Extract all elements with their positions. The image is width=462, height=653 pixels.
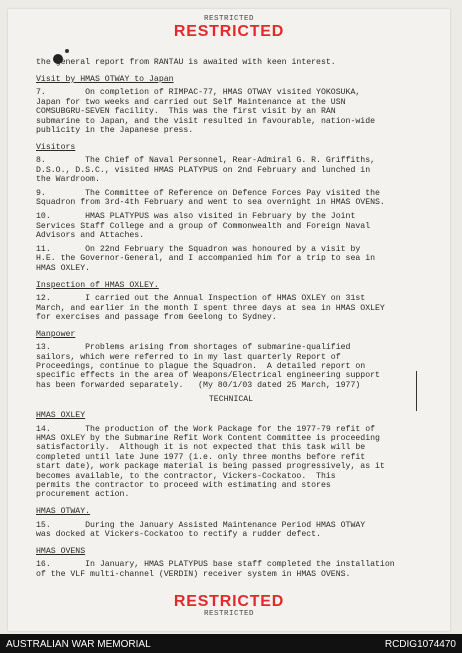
text-line: the general report from RANTAU is awaited with keen interest. <box>36 58 336 67</box>
section-heading: Visitors <box>36 142 76 152</box>
text-line: becomes available, to the contractor, Vickers-Cockatoo. This <box>36 471 336 481</box>
footer-classification-text: RESTRICTED <box>203 610 254 618</box>
header-classification-text: RESTRICTED <box>203 15 254 23</box>
paragraph <box>36 189 426 208</box>
text-line: 9. The Committee of Reference on Defence Forces Pay visited the <box>36 188 380 198</box>
text-line: COMSUBGRU-SEVEN facility. This was the first visit by an RAN <box>36 107 336 117</box>
text-line: the Wardroom. <box>36 175 100 185</box>
paragraph <box>36 58 426 67</box>
text-line: 16. In January, HMAS PLATYPUS base staff completed the installation <box>36 560 395 570</box>
section-heading: Inspection of HMAS OXLEY. <box>36 280 159 290</box>
paragraph <box>36 212 426 240</box>
archive-footer-bar <box>0 634 462 653</box>
text-line: 12. I carried out the Annual Inspection of HMAS OXLEY on 31st <box>36 294 366 304</box>
document-body <box>36 58 426 584</box>
text-line: specific effects in the area of Weapons/Electrical engineering support <box>36 371 380 381</box>
paragraph <box>36 156 426 184</box>
document-page <box>8 9 450 631</box>
text-line: 10. HMAS PLATYPUS was also visited in February by the Joint <box>36 212 356 222</box>
text-line: has been forwarded separately. (My 80/1/03 dated 25 March, 1977) <box>36 380 361 390</box>
text-line: Advisors and Attaches. <box>36 231 145 241</box>
punch-hole-small <box>65 49 69 53</box>
text-line: was docked at Vickers-Cockatoo to rectify a rudder defect. <box>36 530 321 540</box>
text-line: 13. Problems arising from shortages of submarine-qualified <box>36 343 351 353</box>
text-line: procurement action. <box>36 490 130 500</box>
text-line: HMAS OXLEY by the Submarine Refit Work Content Committee is proceeding <box>36 434 380 443</box>
text-line: H.E. the Governor-General, and I accompanied him for a trip to sea in <box>36 254 376 264</box>
text-line: 11. On 22nd February the Squadron was honoured by a visit by <box>36 245 361 254</box>
text-line: of the VLF multi-channel (VERDIN) receiver system in HMAS OVENS. <box>36 569 351 579</box>
paragraph <box>36 521 426 540</box>
footer-restricted-stamp: RESTRICTED <box>173 593 285 610</box>
text-line: completed until late June 1977 (i.e. only three months before refit <box>36 452 366 462</box>
text-line: 7. On completion of RIMPAC-77, HMAS OTWAY visited YOKOSUKA, <box>36 88 361 98</box>
margin-mark <box>416 371 417 411</box>
header-restricted-stamp: RESTRICTED <box>173 23 285 40</box>
text-line: D.S.O., D.S.C., visited HMAS PLATYPUS on 2nd February and lunched in <box>36 165 371 175</box>
paragraph <box>36 88 426 135</box>
text-line: permits the contractor to proceed with estimating and stores <box>36 481 331 491</box>
text-line: March, and earlier in the month I spent three days at sea in HMAS OXLEY <box>36 303 385 313</box>
text-line: Japan for two weeks and carried out Self Maintenance at the USN <box>36 97 346 107</box>
archive-record-id: RCDIG1074470 <box>384 639 456 650</box>
section-heading: HMAS OXLEY <box>36 411 86 421</box>
text-line: sailors, which were referred to in my last quarterly Report of <box>36 352 341 362</box>
paragraph <box>36 560 426 579</box>
text-line: start date), work package material is being passed progressively, as it <box>36 462 385 472</box>
text-line: submarine to Japan, and the visit resulted in favourable, nation-wide <box>36 116 376 126</box>
text-line: Proceedings, continue to plague the Squadron. A detailed report on <box>36 362 366 372</box>
text-line: Squadron from 3rd-4th February and went to sea overnight in HMAS OVENS. <box>36 198 385 208</box>
paragraph <box>36 343 426 390</box>
text-line: satisfactorily. Although it is not expected that this task will be <box>36 443 366 453</box>
paragraph <box>36 245 426 273</box>
section-heading: Manpower <box>36 329 76 339</box>
section-heading: Visit by HMAS OTWAY to Japan <box>36 74 174 84</box>
paragraph <box>36 425 426 500</box>
text-line: for exercises and passage from Geelong to Sydney. <box>36 312 277 322</box>
text-line: publicity in the Japanese press. <box>36 125 194 135</box>
archive-source: AUSTRALIAN WAR MEMORIAL <box>6 639 151 650</box>
text-line: 15. During the January Assisted Maintenance Period HMAS OTWAY <box>36 520 366 530</box>
text-line: Services Staff College and a group of Commonwealth and Foreign Naval <box>36 221 371 231</box>
paragraph <box>36 294 426 322</box>
section-title: TECHNICAL <box>208 394 254 404</box>
section-heading: HMAS OVENS <box>36 547 86 557</box>
text-line: 8. The Chief of Naval Personnel, Rear-Admiral G. R. Griffiths, <box>36 156 376 166</box>
section-heading: HMAS OTWAY. <box>36 507 91 517</box>
text-line: 14. The production of the Work Package for the 1977-79 refit of <box>36 424 376 434</box>
text-line: HMAS OXLEY. <box>36 263 91 273</box>
